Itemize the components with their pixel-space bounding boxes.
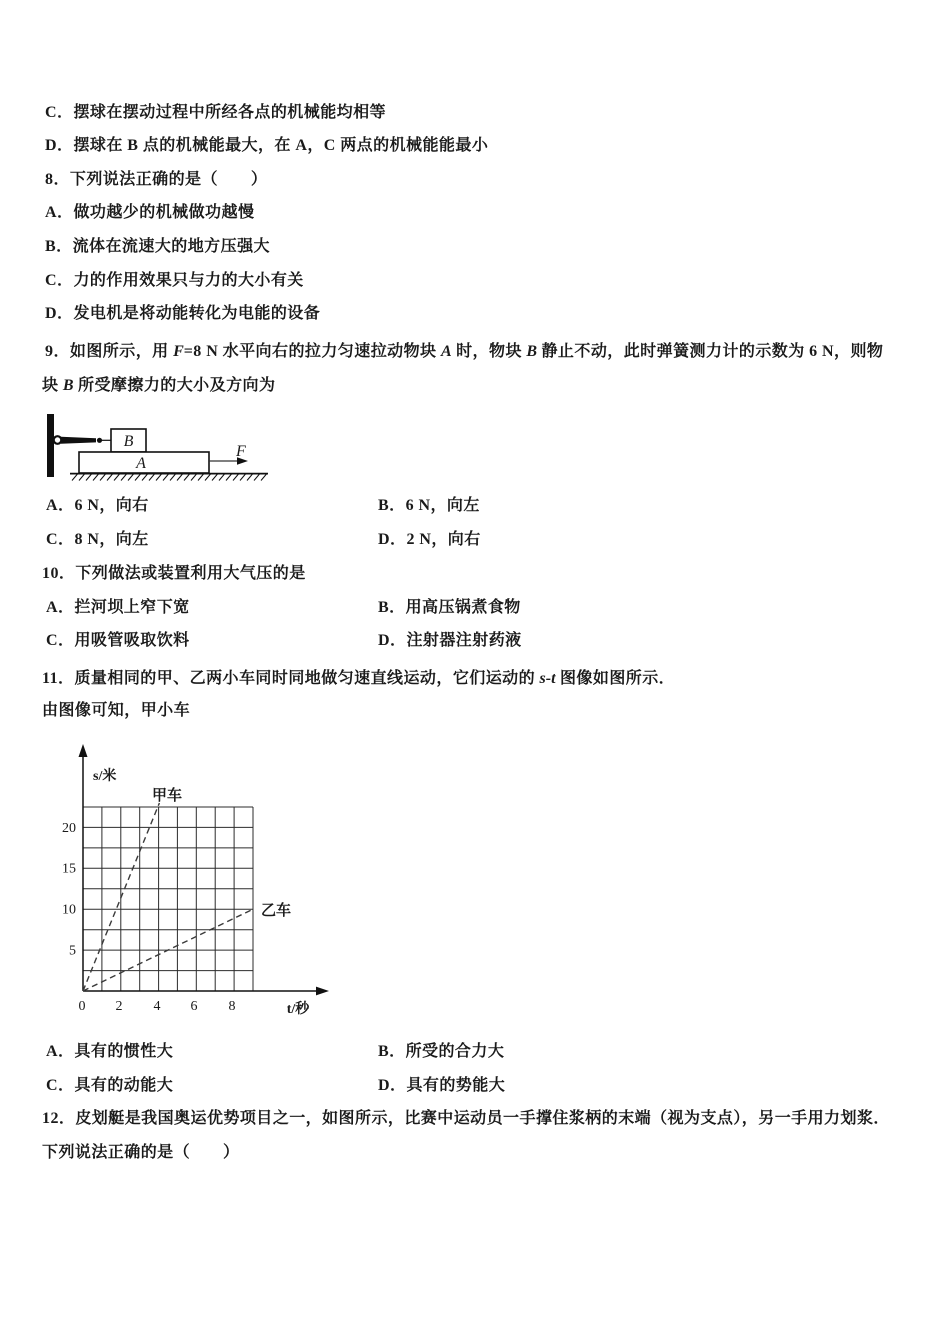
prev-option-d: D．摆球在 B 点的机械能最大，在 A，C 两点的机械能能最小	[45, 137, 489, 154]
q12-stem-line1: 12．皮划艇是我国奥运优势项目之一，如图所示，比赛中运动员一手撑住浆柄的末端（视为支点），另一手用力划浆．	[42, 1110, 890, 1127]
y-tick-20: 20	[62, 820, 76, 836]
q11-stem-line1: 11．质量相同的甲、乙两小车同时同地做匀速直线运动，它们运动的 s-t 图像如图所示．	[42, 670, 676, 687]
st-graph	[45, 743, 345, 1033]
q9-option-a: A．6 N，向右	[46, 497, 149, 514]
q10-option-b: B．用高压锅煮食物	[378, 599, 521, 616]
x-axis	[83, 987, 329, 996]
y-tick-15: 15	[62, 861, 76, 877]
q12-stem-line2: 下列说法正确的是（ ）	[42, 1144, 240, 1161]
q9-option-d: D．2 N，向右	[378, 531, 481, 548]
q10-option-a: A．拦河坝上窄下宽	[46, 599, 190, 616]
q8-option-d: D．发电机是将动能转化为电能的设备	[45, 305, 321, 322]
q8-option-b: B．流体在流速大的地方压强大	[45, 238, 270, 255]
label-jia-che: 甲车	[151, 788, 183, 804]
x-tick-6: 6	[190, 999, 198, 1014]
q11-option-c: C．具有的动能大	[46, 1077, 174, 1094]
x-tick-8: 8	[228, 999, 236, 1014]
label-yi-che: 乙车	[260, 903, 292, 919]
x-axis-label: t/秒	[286, 1002, 310, 1017]
q10-option-d: D．注射器注射药液	[378, 632, 522, 649]
y-axis-label: s/米	[93, 769, 117, 784]
q11-option-a: A．具有的惯性大	[46, 1043, 174, 1060]
force-label: F	[236, 443, 246, 460]
y-tick-5: 5	[69, 943, 76, 959]
q10-option-c: C．用吸管吸取饮料	[46, 632, 190, 649]
q11-option-b: B．所受的合力大	[378, 1043, 505, 1060]
q9-figure	[40, 410, 280, 495]
ground	[70, 474, 268, 481]
x-axis-arrow-icon	[316, 987, 329, 996]
grid	[83, 807, 253, 991]
wall	[47, 414, 54, 477]
q11-stem-line2: 由图像可知，甲小车	[42, 702, 191, 719]
q11-option-d: D．具有的势能大	[378, 1077, 506, 1094]
x-tick-4: 4	[153, 999, 161, 1014]
y-axis	[79, 744, 88, 991]
x-tick-2: 2	[115, 999, 123, 1014]
y-axis-arrow-icon	[79, 744, 88, 757]
q9-stem-line2: 块 B 所受摩擦力的大小及方向为	[42, 377, 276, 394]
spring-scale-icon	[54, 436, 111, 444]
prev-option-c: C．摆球在摆动过程中所经各点的机械能均相等	[45, 104, 387, 121]
block-a-label: A	[136, 455, 146, 472]
q9-option-b: B．6 N，向左	[378, 497, 480, 514]
y-tick-10: 10	[62, 902, 76, 918]
q10-stem: 10．下列做法或装置利用大气压的是	[42, 565, 306, 582]
q8-stem: 8．下列说法正确的是（ ）	[45, 171, 268, 188]
q8-option-a: A．做功越少的机械做功越慢	[45, 204, 255, 221]
block-b-label: B	[123, 433, 134, 450]
q8-option-c: C．力的作用效果只与力的大小有关	[45, 272, 304, 289]
q9-option-c: C．8 N，向左	[46, 531, 149, 548]
x-tick-0: 0	[78, 999, 86, 1014]
q9-stem-line1: 9．如图所示，用 F=8 N 水平向右的拉力匀速拉动物块 A 时，物块 B 静止不动，此时弹簧测力计的示数为 6 N，则物	[45, 343, 884, 360]
